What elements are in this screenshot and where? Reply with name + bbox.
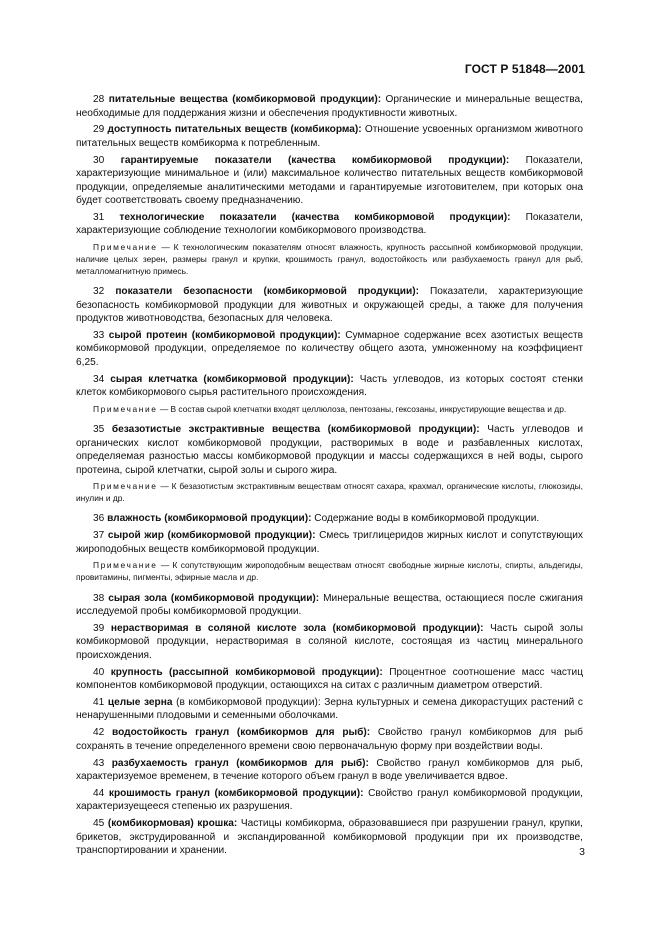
term-name: питательные вещества (комбикормовой продукции): (108, 94, 382, 105)
term-text: Содержание воды в комбикормовой продукции. (314, 513, 540, 525)
term-text: Часть углеводов и органических кислот комбикормовой продукции, растворимых в воде и разбавленных кислотах, определяемая разностью массы комбикормовой продукции и массы содержащихся в ней воды, сырого протеина, сырой клетчатки, сырой золы и сырого жира. (76, 424, 583, 476)
term-name: нерастворимая в соляной кислоте зола (комбикормовой продукции): (110, 622, 484, 634)
term-text: Процентное соотношение масс частиц компонентов комбикормовой продукции, остающихся на ситах с различным диаметром отверстий. (76, 666, 583, 692)
term-name: крупность (рассыпной комбикормовой продукции): (110, 666, 383, 678)
note (76, 560, 583, 584)
term-name: сырой жир (комбикормовой продукции): (107, 530, 316, 542)
term-definition (76, 787, 583, 814)
note-text: — К сопутствующим жироподобным веществам относят свободные жирные кислоты, спирты, альдегиды, провитамины, пигменты, эфирные масла и др. (76, 560, 584, 583)
term-number: 41 (93, 696, 105, 708)
note-text: — В состав сырой клетчатки входят целлюлоза, пентозаны, гексозаны, инкрустирующие вещества и др. (159, 403, 567, 414)
term-definition (76, 592, 583, 619)
term-name: крошимость гранул (комбикормовой продукции): (108, 787, 364, 799)
term-number: 43 (93, 757, 105, 769)
note-label: Примечание (93, 241, 158, 252)
term-number: 37 (93, 530, 105, 542)
term-text: Часть сырой золы комбикормовой продукции, нерастворимая в соляной кислоте, состоящая из частиц минерального происхождения. (76, 622, 583, 661)
term-definition (76, 512, 583, 526)
term-text: Показатели, характеризующие соблюдение технологии комбикормового производства. (76, 211, 583, 237)
terms-body (76, 93, 583, 861)
page-number: 3 (579, 846, 585, 858)
term-number: 38 (93, 592, 105, 604)
term-number: 45 (93, 818, 105, 830)
term-name: сырая клетчатка (комбикормовой продукции): (110, 373, 354, 385)
term-definition (76, 423, 583, 477)
term-definition (76, 285, 583, 326)
note-text: — К безазотистым экстрактивным веществам относят сахара, крахмал, органические кислоты, глюкозиды, инулин и др. (76, 481, 583, 504)
term-text: Суммарное содержание всех азотистых веществ комбикормовой продукции, определяемое по количеству общего азота, умноженному на коэффициент 6,25. (76, 329, 583, 368)
note (76, 242, 583, 278)
term-number: 30 (93, 154, 105, 166)
term-number: 44 (93, 787, 105, 799)
term-text: Показатели, характеризующие безопасность комбикормовой продукции для животных и окружающей среды, а также для получения продуктов животноводства, безопасных для человека. (76, 286, 583, 325)
term-name: влажность (комбикормовой продукции): (107, 513, 312, 525)
term-name: целые зерна (107, 696, 173, 708)
term-name: доступность питательных веществ (комбикорма): (107, 124, 362, 136)
term-name: сырая зола (комбикормовой продукции): (108, 592, 320, 604)
term-definition (76, 622, 583, 663)
term-text: Часть углеводов, из которых состоят стенки клеток комбикормового сырья растительного происхождения. (76, 373, 583, 399)
term-number: 40 (93, 666, 105, 678)
term-name: водостойкость гранул (комбикормов для рыб): (112, 727, 371, 739)
term-number: 39 (93, 622, 105, 634)
term-text: Частицы комбикорма, образовавшиеся при разрушении гранул, крупки, брикетов, экструдированной и экспандированной комбикормовой продукции при их производстве, транспортировании и хранении. (76, 818, 583, 857)
term-name: сырой протеин (комбикормовой продукции): (108, 329, 341, 341)
term-text: Органические и минеральные вещества, необходимые для поддержания жизни и обеспечения продуктивности животных. (76, 94, 583, 119)
term-definition (76, 666, 583, 693)
term-name: показатели безопасности (комбикормовой продукции): (115, 286, 419, 298)
term-name: гарантируемые показатели (качества комбикормовой продукции): (120, 154, 510, 166)
term-definition (76, 726, 583, 753)
term-definition (76, 529, 583, 556)
term-text: (в комбикормовой продукции): Зерна культурных и семена дикорастущих растений с ненарушенными плодовыми и семенными оболочками. (76, 696, 583, 722)
term-number: 42 (93, 727, 105, 739)
term-definition (76, 696, 583, 723)
term-definition (76, 211, 583, 238)
term-name: разбухаемость гранул (комбикормов для рыб): (111, 757, 369, 769)
term-number: 32 (93, 286, 105, 298)
term-text: Свойство гранул комбикормов для рыб сохранять в течение определенного времени свою первоначальную форму при воздействии воды. (76, 727, 583, 752)
document-code: ГОСТ Р 51848—2001 (464, 62, 585, 76)
term-number: 31 (93, 211, 105, 223)
term-text: Отношение усвоенных организмом животного питательных веществ комбикорма к потребленным. (76, 124, 583, 149)
term-number: 29 (93, 124, 105, 136)
term-text: Свойство гранул комбикормов для рыб, характеризуемое временем, в течение которого объем гранул в воде увеличивается вдвое. (76, 757, 583, 783)
term-text: Смесь триглицеридов жирных кислот и сопутствующих жироподобных веществ комбикормовой продукции. (76, 530, 583, 555)
term-number: 33 (93, 329, 105, 341)
term-definition (76, 817, 583, 858)
term-text: Показатели, характеризующие минимальное и (или) максимальное количество питательных веществ комбикормовой продукции, определяемые аналитическими методами и гарантируемые изготовителем, при которых она будет соответствовать своему предназначению. (76, 154, 583, 207)
note-label: Примечание (93, 403, 158, 414)
note (76, 404, 583, 416)
term-definition (76, 329, 583, 370)
term-text: Минеральные вещества, остающиеся после сжигания исследуемой пробы комбикормовой продукции. (76, 592, 583, 618)
term-number: 28 (93, 94, 105, 105)
note-text: — К технологическим показателям относят влажность, крупность рассыпной комбикормовой продукции, наличие целых зерен, размеры гранул и крупки, крошимость гранул, водостойкость или разбухаемость гранул для рыб, металломагнитную примесь. (76, 241, 584, 276)
term-name: (комбикормовая) крошка: (107, 818, 238, 830)
term-definition (76, 123, 583, 150)
term-name: технологические показатели (качества комбикормовой продукции): (119, 211, 511, 223)
note-label: Примечание (93, 560, 158, 571)
note (76, 481, 583, 505)
term-number: 35 (93, 424, 105, 436)
term-number: 34 (93, 373, 105, 385)
term-text: Свойство гранул комбикормовой продукции, характеризуещееся степенью их разрушения. (76, 787, 583, 813)
term-definition (76, 757, 583, 784)
note-label: Примечание (93, 481, 158, 492)
term-definition (76, 373, 583, 400)
term-definition (76, 154, 583, 208)
term-name: безазотистые экстрактивные вещества (комбикормовой продукции): (111, 424, 480, 436)
term-number: 36 (93, 513, 105, 525)
term-definition (76, 93, 583, 120)
